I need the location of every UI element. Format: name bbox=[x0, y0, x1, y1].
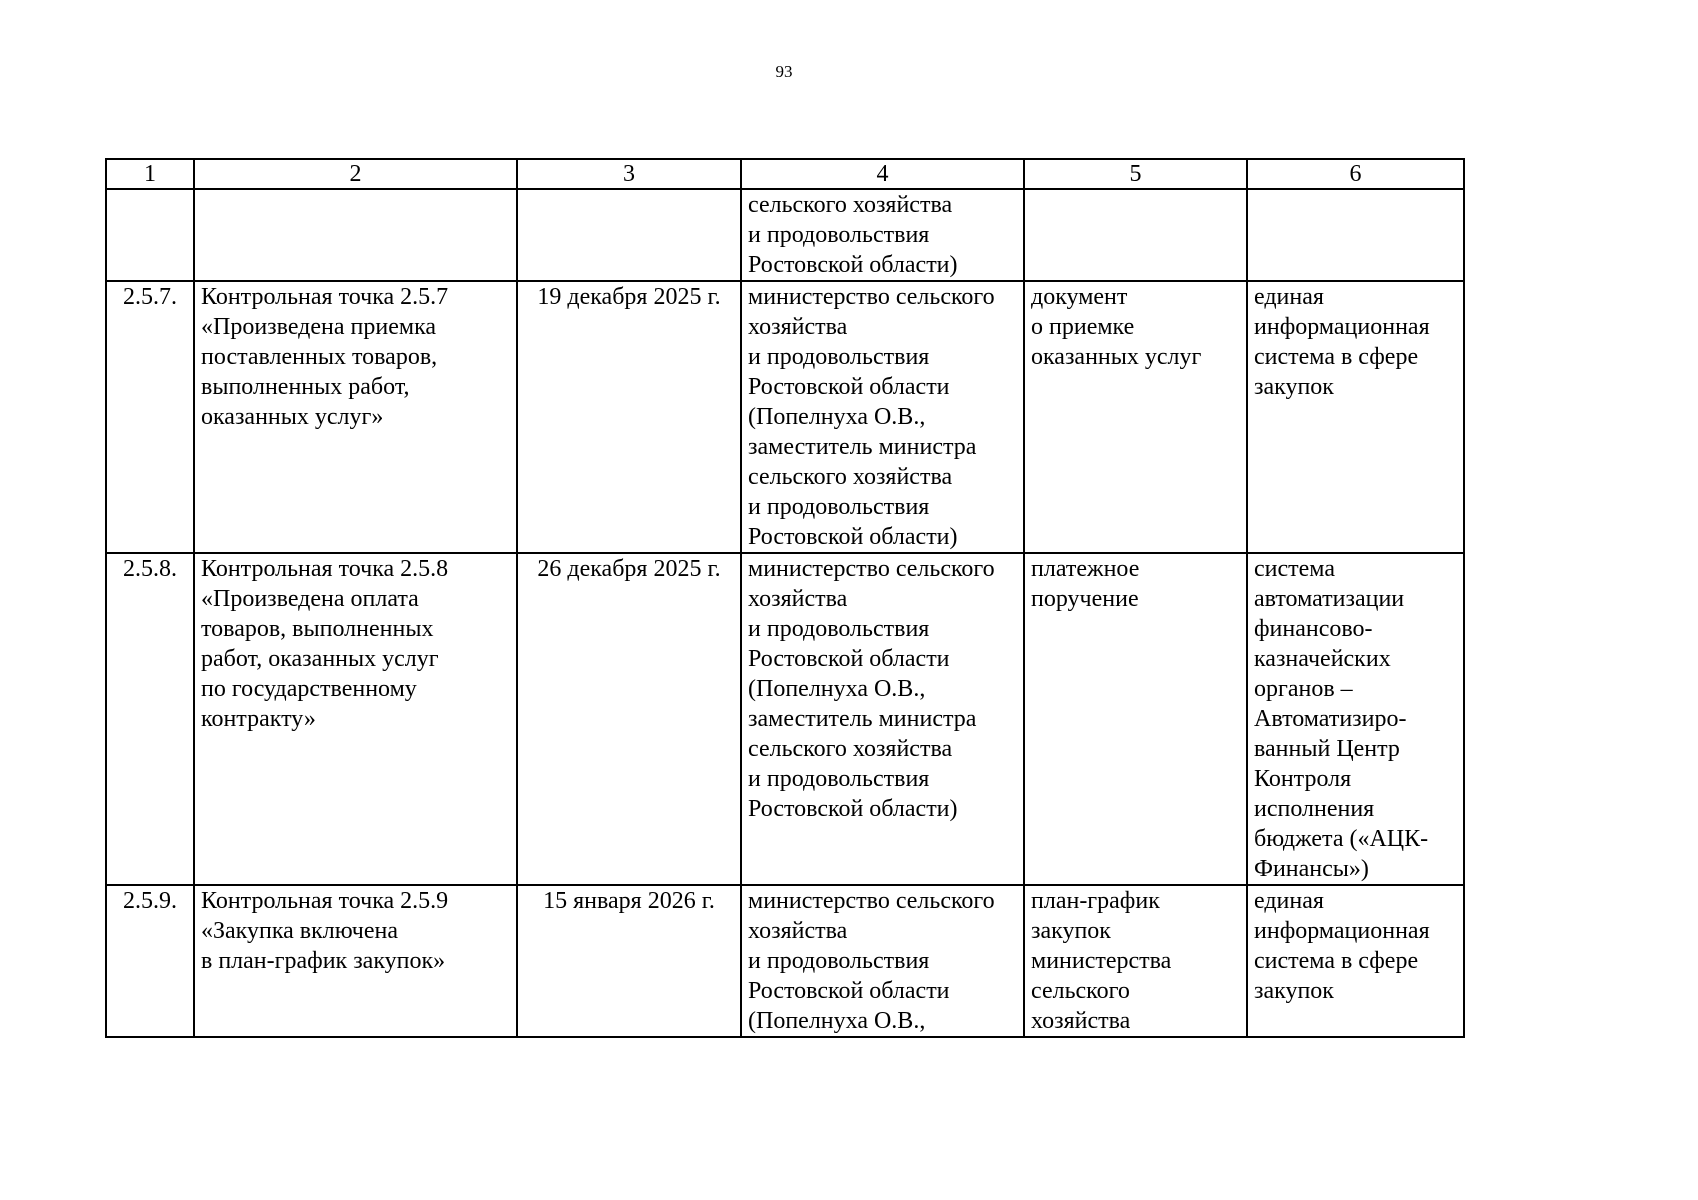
deadline-cell bbox=[517, 189, 741, 281]
responsible-cell: сельского хозяйства и продовольствия Ростовской области) bbox=[741, 189, 1024, 281]
row-number-cell: 2.5.9. bbox=[106, 885, 194, 1037]
information-system-cell: система автоматизации финансово- казначейских органов – Автоматизиро- ванный Центр Контроля исполнения бюджета («АЦК- Финансы») bbox=[1247, 553, 1464, 885]
column-number-5: 5 bbox=[1024, 159, 1247, 189]
column-number-2: 2 bbox=[194, 159, 517, 189]
document-cell: платежное поручение bbox=[1024, 553, 1247, 885]
event-name-cell: Контрольная точка 2.5.7 «Произведена приемка поставленных товаров, выполненных работ, оказанных услуг» bbox=[194, 281, 517, 553]
column-number-3: 3 bbox=[517, 159, 741, 189]
information-system-cell bbox=[1247, 189, 1464, 281]
row-number-cell: 2.5.7. bbox=[106, 281, 194, 553]
document-cell: документ о приемке оказанных услуг bbox=[1024, 281, 1247, 553]
table-row-2-5-9 bbox=[106, 885, 1464, 1037]
information-system-cell: единая информационная система в сфере закупок bbox=[1247, 885, 1464, 1037]
deadline-cell: 15 января 2026 г. bbox=[517, 885, 741, 1037]
control-points-table bbox=[105, 158, 1465, 1038]
column-number-row bbox=[106, 159, 1464, 189]
information-system-cell: единая информационная система в сфере закупок bbox=[1247, 281, 1464, 553]
responsible-cell: министерство сельского хозяйства и продовольствия Ростовской области (Попелнуха О.В., заместитель министра сельского хозяйства и продовольствия Ростовской области) bbox=[741, 281, 1024, 553]
deadline-cell: 26 декабря 2025 г. bbox=[517, 553, 741, 885]
page-number: 93 bbox=[775, 62, 793, 81]
table-row-continuation bbox=[106, 189, 1464, 281]
document-cell bbox=[1024, 189, 1247, 281]
event-name-cell bbox=[194, 189, 517, 281]
table-row-2-5-8 bbox=[106, 553, 1464, 885]
deadline-cell: 19 декабря 2025 г. bbox=[517, 281, 741, 553]
document-cell: план-график закупок министерства сельского хозяйства bbox=[1024, 885, 1247, 1037]
responsible-cell: министерство сельского хозяйства и продовольствия Ростовской области (Попелнуха О.В., заместитель министра сельского хозяйства и продовольствия Ростовской области) bbox=[741, 553, 1024, 885]
table-row-2-5-7 bbox=[106, 281, 1464, 553]
row-number-cell bbox=[106, 189, 194, 281]
column-number-6: 6 bbox=[1247, 159, 1464, 189]
column-number-1: 1 bbox=[106, 159, 194, 189]
event-name-cell: Контрольная точка 2.5.8 «Произведена оплата товаров, выполненных работ, оказанных услуг по государственному контракту» bbox=[194, 553, 517, 885]
event-name-cell: Контрольная точка 2.5.9 «Закупка включена в план-график закупок» bbox=[194, 885, 517, 1037]
responsible-cell: министерство сельского хозяйства и продовольствия Ростовской области (Попелнуха О.В., bbox=[741, 885, 1024, 1037]
row-number-cell: 2.5.8. bbox=[106, 553, 194, 885]
column-number-4: 4 bbox=[741, 159, 1024, 189]
